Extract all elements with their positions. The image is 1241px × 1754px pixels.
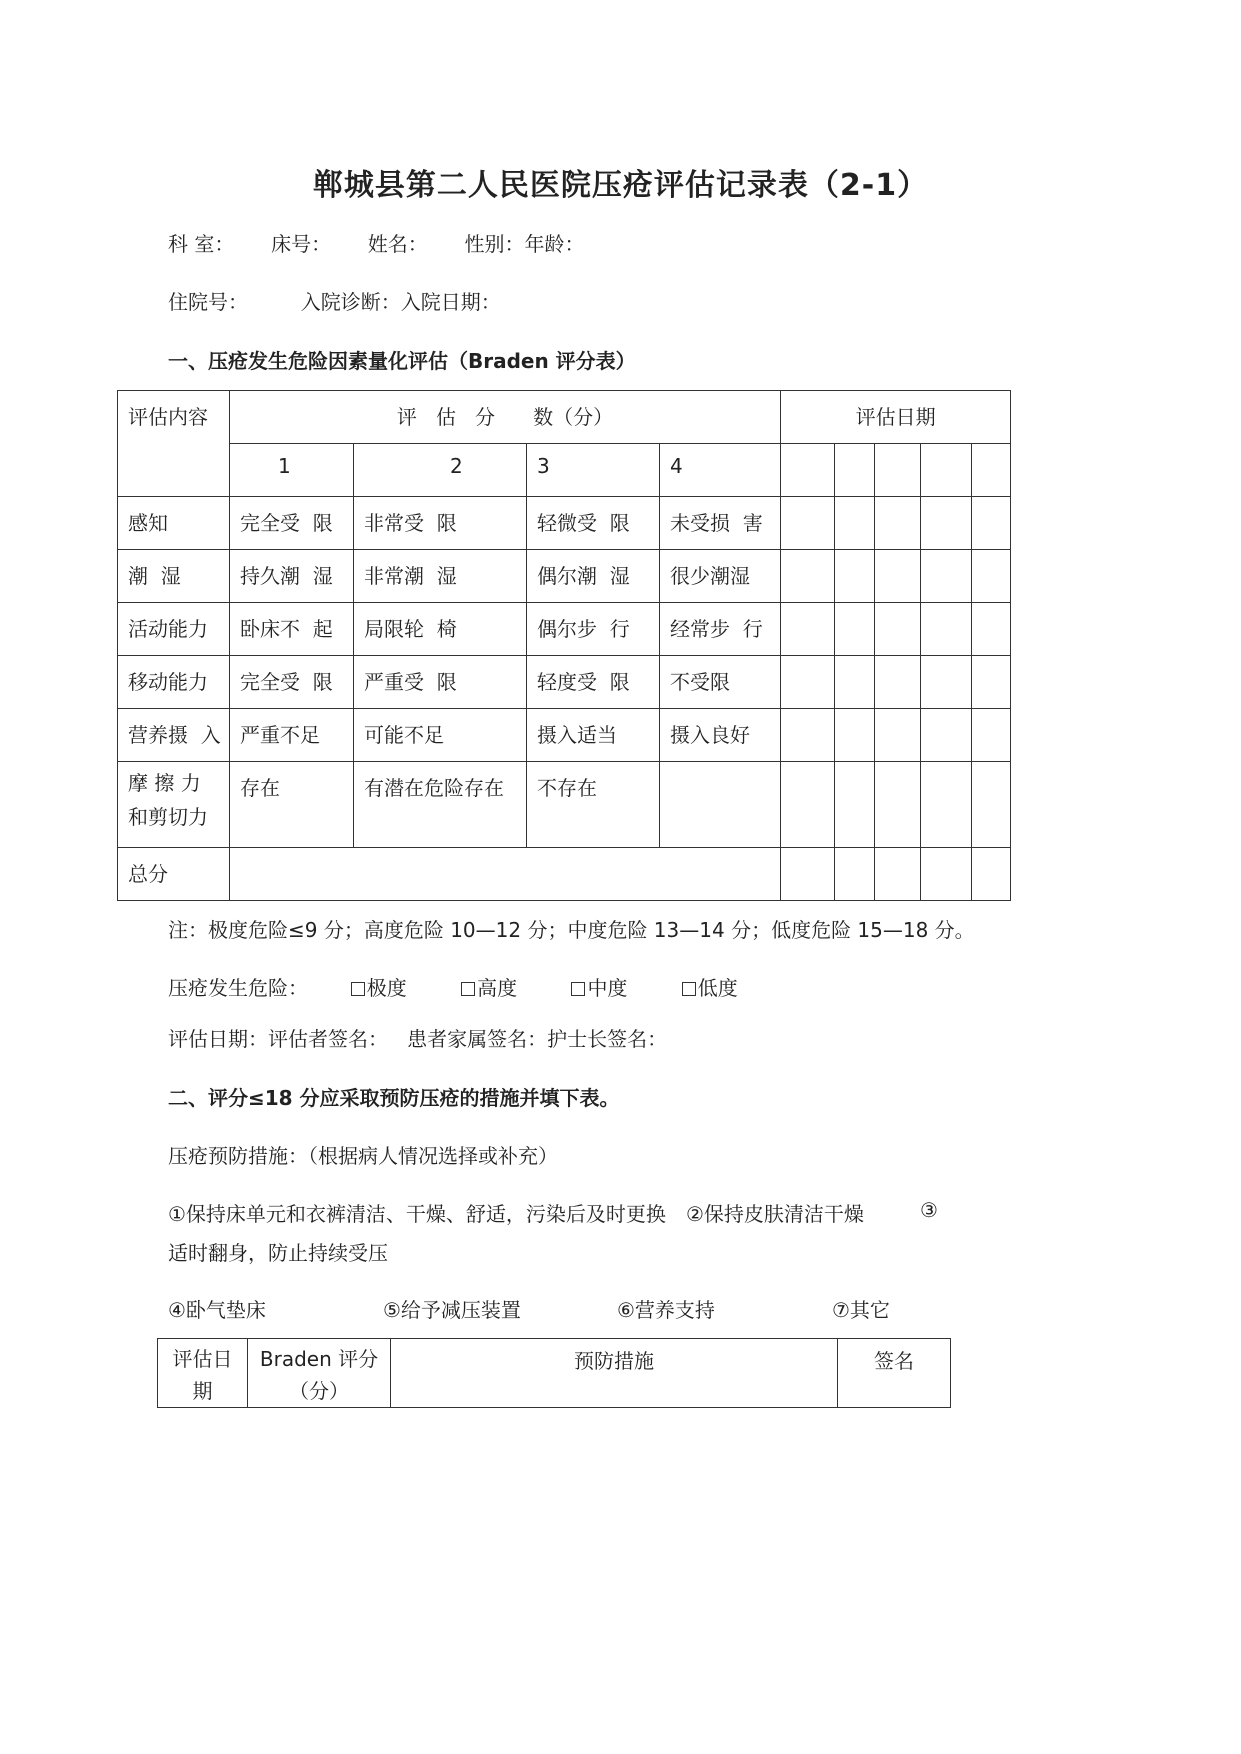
score-entry-cell[interactable]	[921, 762, 972, 848]
score-entry-cell[interactable]	[781, 550, 835, 603]
patient-info-line2	[168, 286, 501, 315]
row-cell: 摄入良好	[660, 709, 781, 762]
risk-note: 注：极度危险≤9 分；高度危险 10—12 分；中度危险 13—14 分；低度危险 15—18 分。	[168, 918, 975, 942]
risk-option-extreme[interactable]	[351, 972, 407, 1001]
total-entry-cell[interactable]	[781, 848, 835, 901]
checkbox-icon[interactable]	[351, 982, 365, 996]
total-entry-cell[interactable]	[972, 848, 1011, 901]
row-cell: 不受限	[660, 656, 781, 709]
score-level-3: 3	[527, 444, 660, 497]
date-cell[interactable]	[781, 444, 835, 497]
measure-1: ①保持床单元和衣裤清洁、干燥、舒适，污染后及时更换	[168, 1202, 666, 1226]
sex-age-label: 性别：年龄：	[464, 232, 585, 256]
prevention-header-signature: 签名	[838, 1339, 951, 1408]
header-item: 评估内容	[118, 391, 230, 497]
checkbox-icon[interactable]	[461, 982, 475, 996]
score-level-2: 2	[354, 444, 527, 497]
name-label: 姓名：	[367, 232, 428, 256]
measure-6: ⑥营养支持	[617, 1298, 715, 1322]
score-entry-cell[interactable]	[835, 762, 875, 848]
row-cell: 严重受 限	[354, 656, 527, 709]
date-cell[interactable]	[835, 444, 875, 497]
score-entry-cell[interactable]	[875, 497, 921, 550]
row-cell: 经常步 行	[660, 603, 781, 656]
date-cell[interactable]	[921, 444, 972, 497]
risk-option-high[interactable]	[461, 972, 517, 1001]
prevention-table	[157, 1338, 951, 1408]
row-item: 潮 湿	[118, 550, 230, 603]
row-cell: 存在	[230, 762, 354, 848]
score-level-1: 1	[230, 444, 354, 497]
total-cell[interactable]	[230, 848, 781, 901]
checkbox-icon[interactable]	[682, 982, 696, 996]
score-entry-cell[interactable]	[875, 603, 921, 656]
score-entry-cell[interactable]	[875, 656, 921, 709]
row-item: 营养摄 入	[118, 709, 230, 762]
score-level-4: 4	[660, 444, 781, 497]
score-entry-cell[interactable]	[781, 762, 835, 848]
score-entry-cell[interactable]	[972, 497, 1011, 550]
row-item: 移动能力	[118, 656, 230, 709]
score-entry-cell[interactable]	[835, 603, 875, 656]
measures-intro: 压疮预防措施：（根据病人情况选择或补充）	[168, 1144, 558, 1168]
bed-label: 床号：	[271, 232, 332, 256]
braden-table	[117, 390, 1011, 901]
score-entry-cell[interactable]	[921, 497, 972, 550]
admission-no-label: 住院号：	[168, 290, 248, 314]
risk-option-label: 中度	[587, 976, 628, 1000]
score-entry-cell[interactable]	[972, 762, 1011, 848]
score-entry-cell[interactable]	[781, 497, 835, 550]
score-entry-cell[interactable]	[972, 550, 1011, 603]
row-cell: 持久潮 湿	[230, 550, 354, 603]
row-cell: 卧床不 起	[230, 603, 354, 656]
score-entry-cell[interactable]	[835, 497, 875, 550]
signature-line: 评估日期：评估者签名： 患者家属签名：护士长签名：	[168, 1027, 668, 1051]
score-entry-cell[interactable]	[835, 709, 875, 762]
row-cell: 完全受 限	[230, 497, 354, 550]
row-cell: 有潜在危险存在	[354, 762, 527, 848]
measure-4: ④卧气垫床	[168, 1298, 266, 1322]
prevention-header-measures: 预防措施	[391, 1339, 838, 1408]
score-entry-cell[interactable]	[921, 550, 972, 603]
diagnosis-date-label: 入院诊断：入院日期：	[300, 290, 501, 314]
patient-info-line1	[168, 228, 585, 257]
row-cell: 偶尔潮 湿	[527, 550, 660, 603]
row-cell: 未受损 害	[660, 497, 781, 550]
row-cell	[660, 762, 781, 848]
score-entry-cell[interactable]	[875, 762, 921, 848]
score-entry-cell[interactable]	[781, 656, 835, 709]
row-item: 感知	[118, 497, 230, 550]
row-cell: 局限轮 椅	[354, 603, 527, 656]
header-score: 评 估 分 数（分）	[230, 391, 781, 444]
score-entry-cell[interactable]	[921, 603, 972, 656]
prevention-header-score: Braden 评分（分）	[248, 1339, 391, 1408]
checkbox-icon[interactable]	[571, 982, 585, 996]
measure-3: 适时翻身，防止持续受压	[168, 1241, 388, 1265]
row-cell: 非常潮 湿	[354, 550, 527, 603]
score-entry-cell[interactable]	[835, 550, 875, 603]
row-item: 活动能力	[118, 603, 230, 656]
score-entry-cell[interactable]	[921, 709, 972, 762]
risk-label: 压疮发生危险：	[168, 976, 308, 1000]
risk-option-label: 高度	[477, 976, 518, 1000]
row-cell: 不存在	[527, 762, 660, 848]
row-cell: 摄入适当	[527, 709, 660, 762]
row-cell: 严重不足	[230, 709, 354, 762]
score-entry-cell[interactable]	[972, 709, 1011, 762]
risk-option-medium[interactable]	[571, 972, 627, 1001]
score-entry-cell[interactable]	[875, 550, 921, 603]
row-cell: 非常受 限	[354, 497, 527, 550]
total-entry-cell[interactable]	[875, 848, 921, 901]
section2-title: 二、评分≤18 分应采取预防压疮的措施并填下表。	[168, 1086, 620, 1110]
score-entry-cell[interactable]	[781, 709, 835, 762]
date-cell[interactable]	[972, 444, 1011, 497]
score-entry-cell[interactable]	[972, 656, 1011, 709]
header-date: 评估日期	[781, 391, 1011, 444]
score-entry-cell[interactable]	[781, 603, 835, 656]
row-cell: 轻度受 限	[527, 656, 660, 709]
measure-3-marker: ③	[920, 1198, 938, 1222]
row-cell: 完全受 限	[230, 656, 354, 709]
row-cell: 轻微受 限	[527, 497, 660, 550]
score-entry-cell[interactable]	[921, 656, 972, 709]
prevention-header-date: 评估日期	[158, 1339, 248, 1408]
score-entry-cell[interactable]	[875, 709, 921, 762]
row-cell: 偶尔步 行	[527, 603, 660, 656]
row-cell: 很少潮湿	[660, 550, 781, 603]
risk-option-label: 极度	[366, 976, 407, 1000]
date-cell[interactable]	[875, 444, 921, 497]
dept-label: 科 室：	[168, 232, 235, 256]
measure-5: ⑤给予减压装置	[383, 1298, 521, 1322]
measure-2: ②保持皮肤清洁干燥	[686, 1202, 864, 1226]
total-entry-cell[interactable]	[835, 848, 875, 901]
risk-option-label: 低度	[697, 976, 738, 1000]
row-cell: 可能不足	[354, 709, 527, 762]
total-label: 总分	[118, 848, 230, 901]
section1-title: 一、压疮发生危险因素量化评估（Braden 评分表）	[168, 349, 636, 373]
page-title: 郸城县第二人民医院压疮评估记录表（2-1）	[312, 168, 929, 203]
row-item: 摩 擦 力 和剪切力	[118, 762, 230, 848]
risk-option-low[interactable]	[682, 972, 738, 1001]
measure-7: ⑦其它	[832, 1298, 890, 1322]
risk-level-row	[168, 972, 786, 1001]
score-entry-cell[interactable]	[835, 656, 875, 709]
score-entry-cell[interactable]	[972, 603, 1011, 656]
total-entry-cell[interactable]	[921, 848, 972, 901]
